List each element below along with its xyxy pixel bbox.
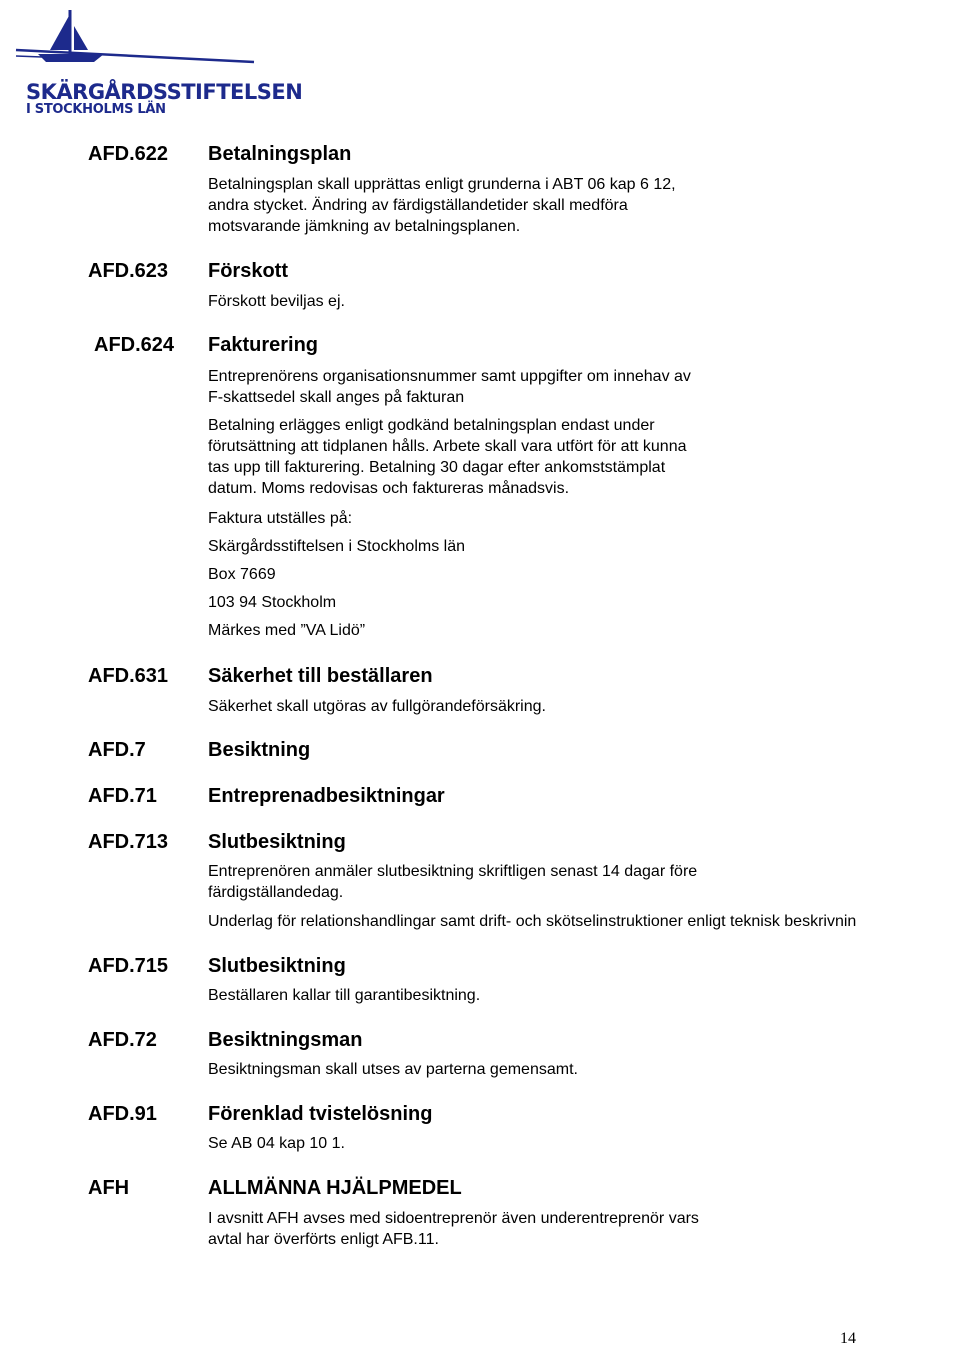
sailboat-logo-icon: [12, 6, 262, 86]
logo-subtitle: I STOCKHOLMS LÄN: [26, 102, 166, 117]
body-line: Underlag för relationshandlingar samt drift- och skötselinstruktioner enligt teknisk beskrivnin: [208, 913, 857, 930]
page-number: 14: [840, 1330, 856, 1347]
section-code: AFD.7: [88, 739, 146, 761]
section-heading: Slutbesiktning: [208, 955, 346, 977]
body-line: Se AB 04 kap 10 1.: [208, 1135, 345, 1152]
body-line: Betalning erlägges enligt godkänd betalningsplan endast under: [208, 417, 655, 434]
section-heading: Entreprenadbesiktningar: [208, 785, 445, 807]
body-line: datum. Moms redovisas och faktureras månadsvis.: [208, 480, 570, 497]
section-heading: Besiktningsman: [208, 1029, 363, 1051]
body-line: Betalningsplan skall upprättas enligt grunderna i ABT 06 kap 6 12,: [208, 176, 676, 193]
section-heading: Betalningsplan: [208, 143, 352, 165]
body-line: Box 7669: [208, 566, 276, 583]
body-line: Skärgårdsstiftelsen i Stockholms län: [208, 538, 465, 555]
body-line: förutsättning att tidplanen hålls. Arbete skall vara utfört för att kunna: [208, 438, 687, 455]
body-line: I avsnitt AFH avses med sidoentreprenör även underentreprenör vars: [208, 1210, 699, 1227]
body-line: motsvarande jämkning av betalningsplanen.: [208, 218, 521, 235]
body-line: färdigställandedag.: [208, 884, 344, 901]
logo-wordmark: SKÄRGÅRDSSTIFTELSEN: [26, 80, 303, 104]
body-line: Förskott beviljas ej.: [208, 293, 345, 310]
section-code: AFD.91: [88, 1103, 157, 1125]
body-line: Beställaren kallar till garantibesiktning.: [208, 987, 481, 1004]
body-line: tas upp till fakturering. Betalning 30 dagar efter ankomststämplat: [208, 459, 666, 476]
section-code: AFD.713: [88, 831, 169, 853]
body-line: F-skattsedel skall anges på fakturan: [208, 389, 465, 406]
skargardsstiftelsen-logo: [12, 6, 303, 117]
section-code: AFD.72: [88, 1029, 157, 1051]
section-heading: Slutbesiktning: [208, 831, 346, 853]
section-heading: Säkerhet till beställaren: [208, 665, 433, 687]
section-code: AFD.71: [88, 785, 157, 807]
section-code: AFH: [88, 1177, 130, 1199]
section-heading: ALLMÄNNA HJÄLPMEDEL: [208, 1177, 462, 1199]
section-code: AFD.623: [88, 260, 169, 282]
section-heading: Förenklad tvistelösning: [208, 1103, 433, 1125]
body-line: andra stycket. Ändring av färdigställandetider skall medföra: [208, 197, 628, 214]
section-heading: Förskott: [208, 260, 288, 282]
section-code: AFD.622: [88, 143, 169, 165]
body-line: avtal har överförts enligt AFB.11.: [208, 1231, 439, 1248]
body-line: 103 94 Stockholm: [208, 594, 337, 611]
section-code: AFD.715: [88, 955, 169, 977]
body-line: Besiktningsman skall utses av parterna gemensamt.: [208, 1061, 578, 1078]
section-code: AFD.631: [88, 665, 169, 687]
body-line: Säkerhet skall utgöras av fullgörandeförsäkring.: [208, 698, 546, 715]
body-line: Entreprenörens organisationsnummer samt uppgifter om innehav av: [208, 368, 691, 385]
body-line: Märkes med ”VA Lidö”: [208, 622, 366, 639]
section-heading: Besiktning: [208, 739, 311, 761]
section-heading: Fakturering: [208, 334, 319, 356]
body-line: Entreprenören anmäler slutbesiktning skriftligen senast 14 dagar före: [208, 863, 698, 880]
section-code: AFD.624: [94, 334, 175, 356]
body-line: Faktura utställes på:: [208, 510, 353, 527]
